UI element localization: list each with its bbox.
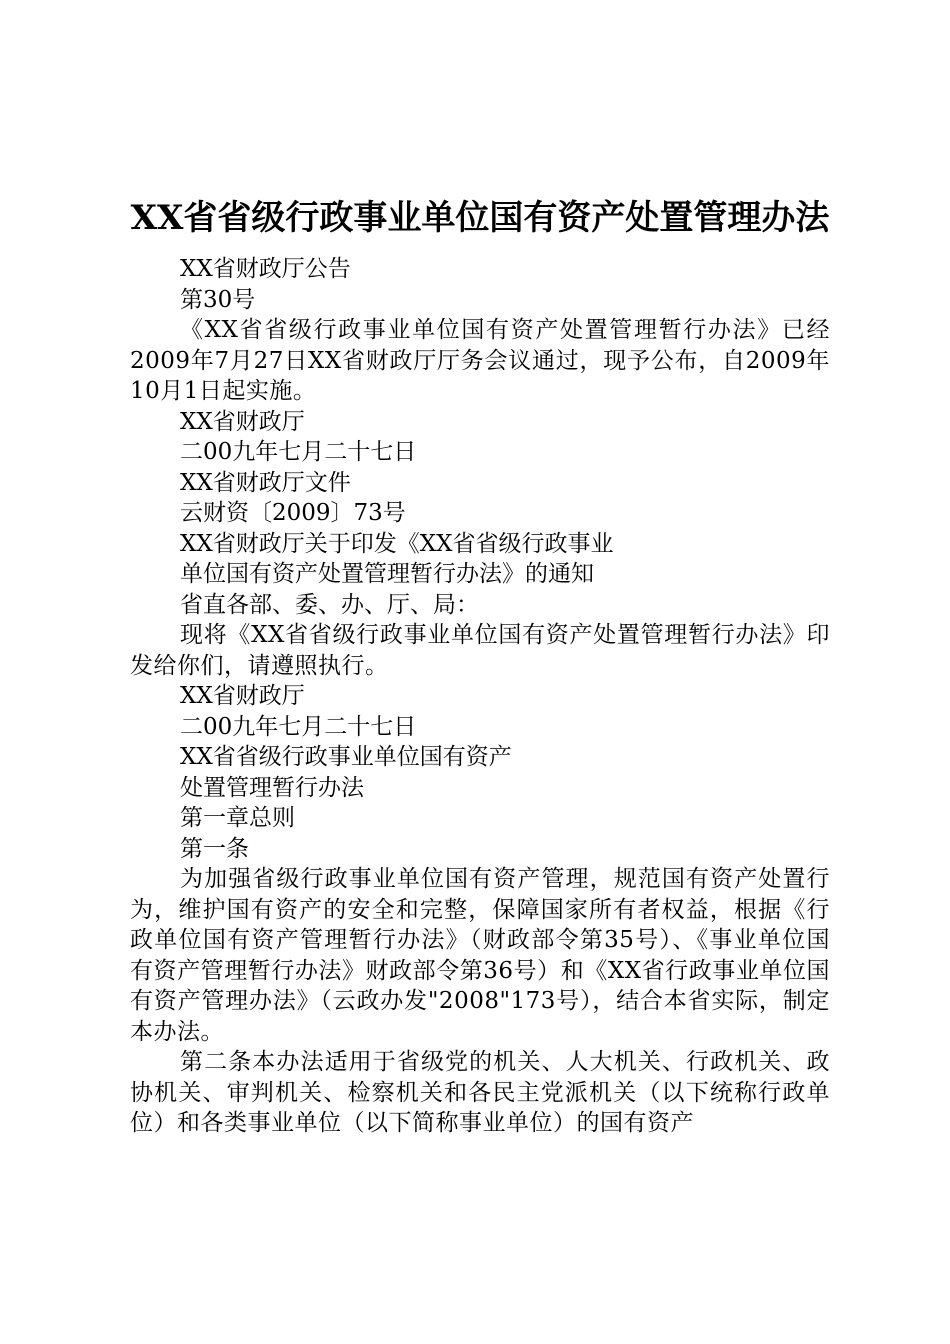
- announcement-number: 第30号: [180, 286, 256, 313]
- document-title: XX省省级行政事业单位国有资产处置管理办法: [130, 198, 830, 238]
- signature-issuer: XX省财政厅: [180, 408, 305, 435]
- measures-title-line-1: XX省省级行政事业单位国有资产: [180, 744, 512, 770]
- article-1-body: 为加强省级行政事业单位国有资产管理，规范国有资产处置行为，维护国有资产的安全和完整，保障国家所有者权益，根据《行政单位国有资产管理暂行办法》（财政部令第35号）、《事业单位国有资产管理暂行办法》财政部令第36号）和《XX省行政事业单位国有资产管理办法》（云政办发"2008"173号），结合本省实际，制定本办法。: [130, 866, 830, 1045]
- notice-signature-date: 二00九年七月二十七日: [180, 713, 417, 740]
- notice-title-line-1: XX省财政厅关于印发《XX省省级行政事业: [180, 530, 614, 557]
- measures-title-line-2: 处置管理暂行办法: [180, 774, 364, 801]
- signature-date: 二00九年七月二十七日: [180, 439, 417, 465]
- file-header: XX省财政厅文件: [180, 469, 351, 496]
- announcement-body: 《XX省省级行政事业单位国有资产处置管理暂行办法》已经2009年7月27日XX省财政厅厅务会议通过，现予公布，自2009年10月1日起实施。: [130, 317, 830, 404]
- notice-title-line-2: 单位国有资产处置管理暂行办法》的通知: [180, 561, 594, 587]
- notice-body: 现将《XX省省级行政事业单位国有资产处置管理暂行办法》印发给你们，请遵照执行。: [130, 622, 830, 679]
- article-heading: 第一条: [180, 835, 249, 862]
- document-page: [130, 190, 830, 1139]
- article-2-body: 第二条本办法适用于省级党的机关、人大机关、行政机关、政协机关、审判机关、检察机关和各民主党派机关（以下统称行政单位）和各类事业单位（以下简称事业单位）的国有资产: [130, 1049, 830, 1136]
- notice-recipients: 省直各部、委、办、厅、局：: [180, 591, 479, 618]
- notice-signature-issuer: XX省财政厅: [180, 683, 305, 709]
- file-number: 云财资〔2009〕73号: [180, 500, 406, 526]
- announcement-issuer: XX省财政厅公告: [180, 256, 351, 282]
- chapter-heading: 第一章总则: [180, 805, 295, 831]
